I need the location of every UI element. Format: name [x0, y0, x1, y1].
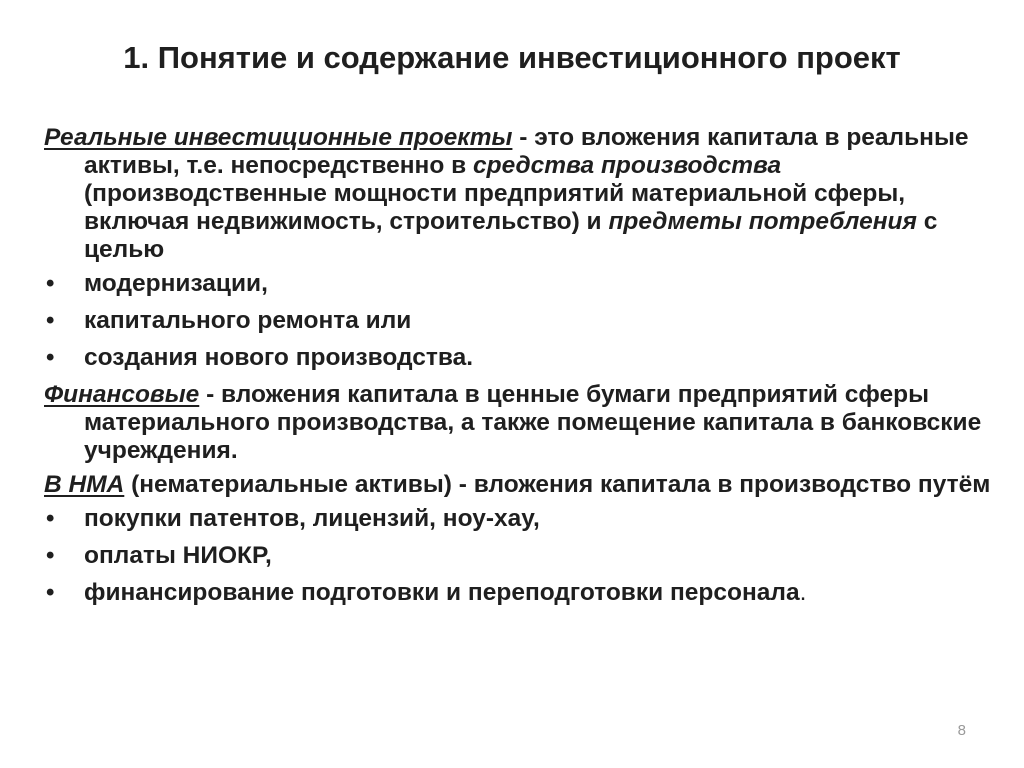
- real-projects-text-2: (производственные мощности предприятий материальной сферы, включая недвижимость, строительство) и: [84, 180, 906, 235]
- nma-text: (нематериальные активы) - вложения капитала в производство путём: [124, 471, 991, 498]
- bullet-icon: •: [46, 542, 55, 569]
- financial-paragraph: [44, 381, 994, 465]
- real-projects-term: Реальные инвестиционные проекты: [44, 124, 513, 151]
- bullet-text: оплаты НИОКР,: [84, 542, 272, 569]
- list-item: [44, 579, 994, 607]
- bullet-text: модернизации,: [84, 270, 268, 297]
- real-projects-paragraph: [44, 124, 994, 264]
- financial-text: - вложения капитала в ценные бумаги предприятий сферы материального производства, а также помещение капитала в банковские учреждения.: [84, 381, 982, 464]
- financial-term: Финансовые: [44, 381, 200, 408]
- bullet-text: капитального ремонта или: [84, 307, 412, 334]
- bullet-text: финансирование подготовки и переподготовки персонала: [84, 579, 800, 606]
- nma-bullet-list: [44, 505, 994, 607]
- bullet-icon: •: [46, 579, 55, 606]
- real-projects-bullet-list: [44, 270, 994, 372]
- bullet-text: создания нового производства.: [84, 344, 474, 371]
- slide-title: 1. Понятие и содержание инвестиционного проект: [123, 40, 901, 75]
- bullet-period: .: [799, 579, 807, 606]
- bullet-text: покупки патентов, лицензий, ноу-хау,: [84, 505, 540, 532]
- real-projects-emphasis-2: предметы потребления: [608, 208, 917, 235]
- bullet-icon: •: [46, 270, 55, 297]
- list-item: [44, 270, 994, 298]
- real-projects-emphasis-1: средства производства: [472, 152, 782, 179]
- list-item: [44, 542, 994, 570]
- nma-paragraph: [44, 471, 994, 499]
- page-number: 8: [957, 722, 966, 739]
- slide-content: [44, 124, 994, 616]
- bullet-icon: •: [46, 307, 55, 334]
- list-item: [44, 344, 994, 372]
- real-projects-text-3: с целью: [84, 208, 938, 263]
- bullet-icon: •: [46, 505, 55, 532]
- list-item: [44, 505, 994, 533]
- nma-term: В НМА: [44, 471, 125, 498]
- real-projects-text-1: - это вложения капитала в реальные активы, т.е. непосредственно в: [84, 124, 969, 179]
- list-item: [44, 307, 994, 335]
- bullet-icon: •: [46, 344, 55, 371]
